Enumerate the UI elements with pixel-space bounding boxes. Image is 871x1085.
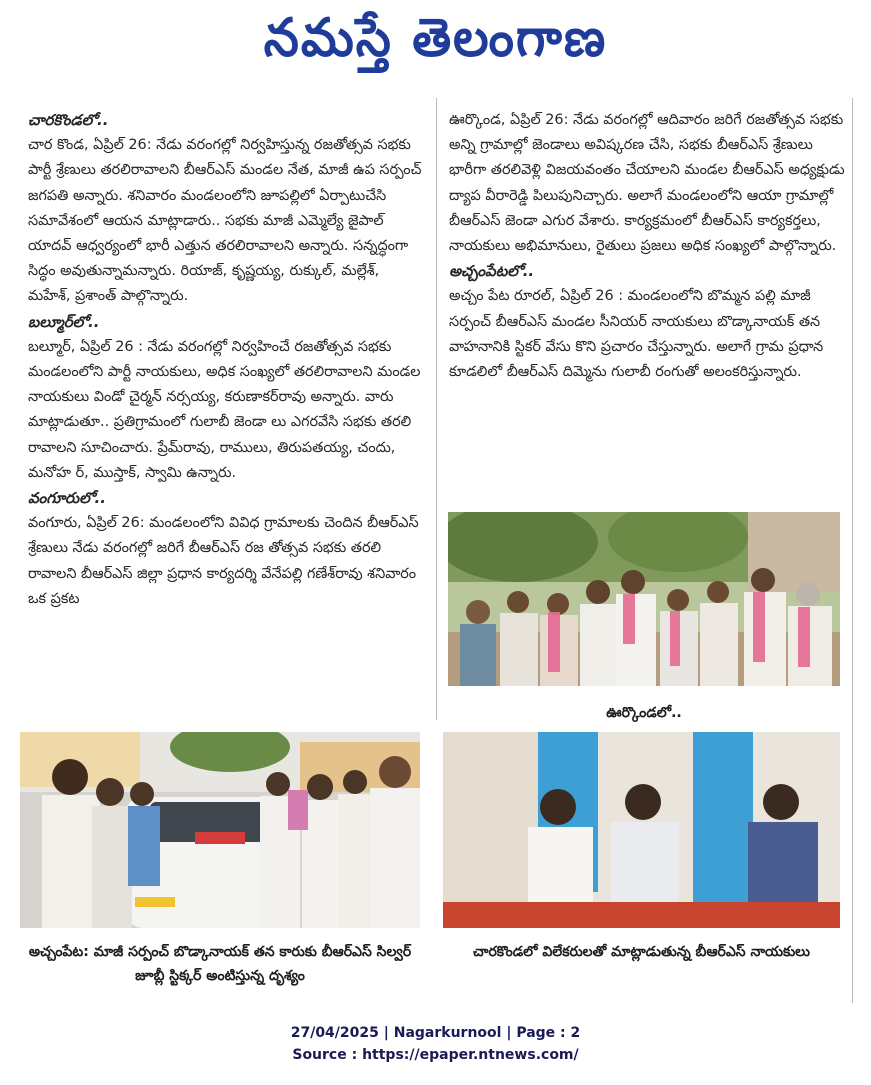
section-body: బల్మూర్, ఏప్రిల్ 26 : నేడు వరంగల్లో నిర్వహించే రజతోత్సవ సభకు మండలంలోని పార్టీ నాయకులు, అధిక సంఖ్యలో తరలిరావాలని మండల నాయకులు విండో చైర్మన్ నర్సయ్య, కరుణాకర్‌రావు అన్నారు. వారు మాట్లాడుతూ.. ప్రతిగ్రామంలో గులాబీ జెండా లు ఎగరవేసి సభకు తరలి రావాలని సూచించారు. ప్రేమ్‌రావు, రాములు, తిరుపతయ్య, చందు, మనోహ ర్, ముస్తాక్, స్వామి ఉన్నారు. bbox=[28, 338, 421, 481]
column-divider-right bbox=[852, 98, 853, 1003]
photo-caption-urkonda: ఊర్కొండలో.. bbox=[606, 705, 682, 721]
section-heading: బల్మూర్‌లో.. bbox=[28, 312, 100, 331]
section-body: చార కొండ, ఏప్రిల్ 26: నేడు వరంగల్లో నిర్వహిస్తున్న రజతోత్సవ సభకు పార్టీ శ్రేణులు తరలిరావాలని బీఆర్ఎస్ మండల నేత, మాజీ ఉప సర్పంచ్ జగపతి అన్నారు. శనివారం మండలంలోని జూపల్లిలో ఏర్పాటుచేసి సమావేశంలో ఆయన మాట్లాడారు.. సభకు మాజీ ఎమ్మెల్యే జైపాల్ యాదవ్ ఆధ్వర్యంలో భారీ ఎత్తున తరలిరావాలని అన్నారు. సన్నద్ధంగా సిద్ధం అవుతున్నామన్నారు. రియాజ్, కృష్ణయ్య, రుక్కుల్, మల్లేశ్, మహేశ్, ప్రశాంత్ పాల్గొన్నారు. bbox=[28, 137, 422, 305]
left-column bbox=[28, 108, 424, 612]
right-column bbox=[449, 108, 845, 385]
section-body: అచ్చం పేట రూరల్, ఏప్రిల్ 26 : మండలంలోని బొమ్మన పల్లి మాజీ సర్పంచ్ బీఆర్ఎస్ మండల సీనియర్ నాయకులు బొడ్కానాయక్ తన వాహనానికి స్టికర్ వేసు కొని ప్రచారం చేస్తున్నారు. అలాగే గ్రామ ప్రధాన కూడలిలో బీఆర్ఎస్ దిమ్మెను గులాబీ రంగుతో అలంకరిస్తున్నారు. bbox=[449, 288, 824, 381]
footer-edition-info: 27/04/2025 | Nagarkurnool | Page : 2 bbox=[290, 1025, 581, 1041]
photo-caption-charakonda: చారకొండలో విలేకరులతో మాట్లాడుతున్న బీఆర్ఎస్ నాయకులు bbox=[473, 944, 810, 960]
section-heading: చారకొండలో.. bbox=[28, 111, 109, 129]
photo-urkonda bbox=[448, 512, 840, 686]
section-heading: అచ్చంపేటలో.. bbox=[449, 262, 535, 281]
photo-charakonda-press bbox=[443, 732, 840, 928]
photo-charakonda-press-image bbox=[443, 732, 840, 928]
footer-source-link[interactable]: Source : https://epaper.ntnews.com/ bbox=[292, 1047, 579, 1063]
photo-achampet-car bbox=[20, 732, 420, 928]
column-divider bbox=[436, 98, 437, 720]
masthead bbox=[0, 0, 871, 88]
section-body: వంగూరు, ఏప్రిల్ 26: మండలంలోని వివిధ గ్రామాలకు చెందిన బీఆర్ఎస్ శ్రేణులు నేడు వరంగల్లో జరిగే బీఆర్ఎస్ రజ తోత్సవ సభకు తరలి రావాలని బీఆర్ఎస్ జిల్లా ప్రధాన కార్యదర్శి వేనేపల్లి గణేశ్‌రావు శనివారం ఒక ప్రకట bbox=[28, 515, 419, 607]
photo-urkonda-image bbox=[448, 512, 840, 686]
section-heading: వంగూరులో.. bbox=[28, 489, 106, 508]
section-body: ఊర్కొండ, ఏప్రిల్ 26: నేడు వరంగల్లో ఆదివారం జరిగే రజతోత్సవ సభకు అన్ని గ్రామాల్లో జెండాలు అవిష్కరణ చేసి, సభకు బీఆర్ఎస్ శ్రేణులు భారీగా తరలివెళ్లి విజయవంతం చేయాలని మండల బీఆర్ఎస్ అధ్యక్షుడు ద్యాప వీరారెడ్డి పిలుపునిచ్చారు. అలాగే మండలంలోని ఆయా గ్రామాల్లో బీఆర్ఎస్ జెండా ఎగుర వేశారు. కార్యక్రమంలో బీఆర్ఎస్ కార్యకర్తలు, నాయకులు అభిమానులు, రైతులు ప్రజలు అధిక సంఖ్యలో పాల్గొన్నారు. bbox=[449, 112, 845, 255]
page-footer bbox=[0, 1022, 871, 1066]
photo-achampet-car-image bbox=[20, 732, 420, 928]
newspaper-title: నమస్తే తెలంగాణ bbox=[263, 6, 608, 68]
photo-caption-achampet: అచ్చంపేట: మాజీ సర్పంచ్ బొడ్కానాయక్ తన కారుకు బీఆర్ఎస్ సిల్వర్ జూబ్లీ స్టిక్కర్ అంటిస్తున్న దృశ్యం bbox=[28, 944, 412, 984]
